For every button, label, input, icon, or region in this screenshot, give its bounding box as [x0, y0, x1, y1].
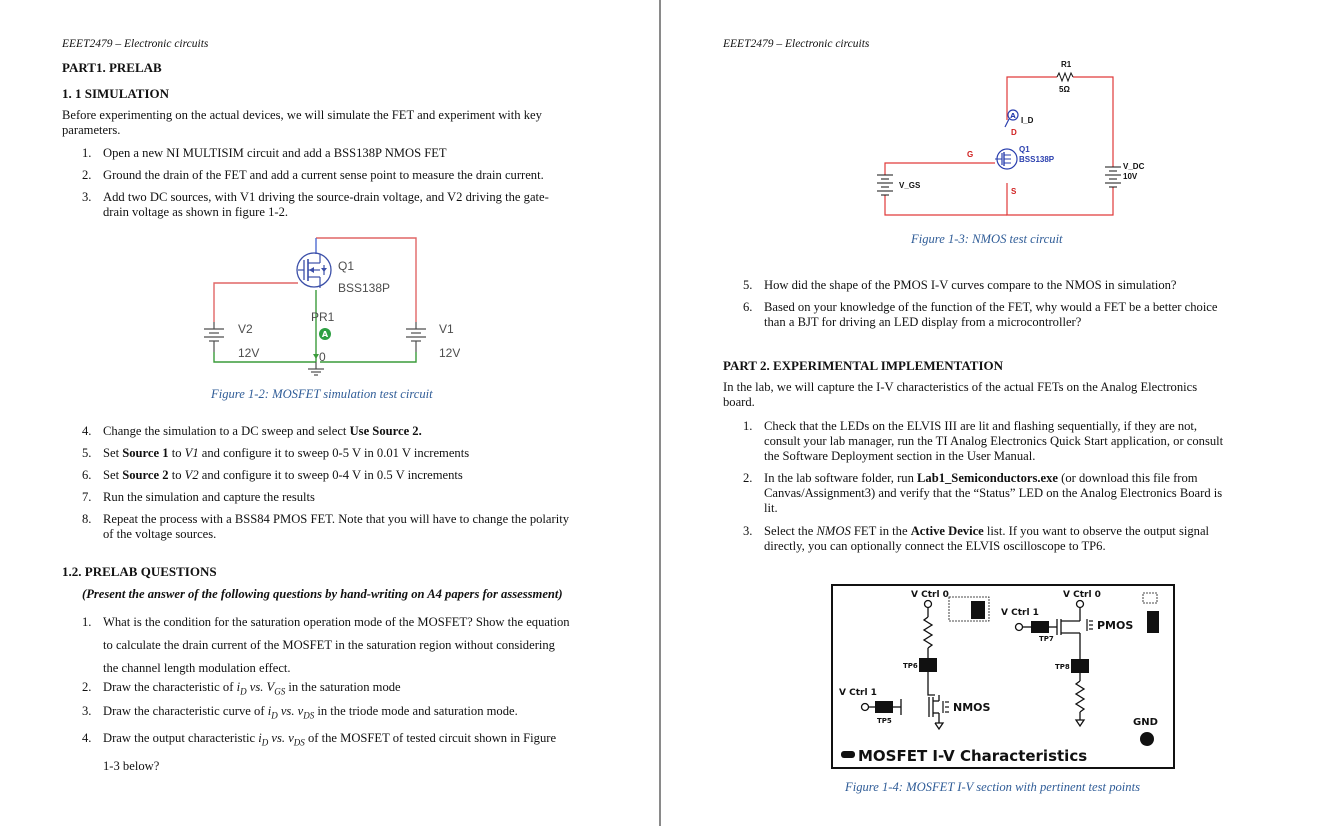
list-number: 8.	[82, 512, 92, 526]
list-text-line: Canvas/Assignment3) and verify that the “Status” LED on the Analog Electronics Board is	[764, 486, 1223, 500]
list-text-line: What is the condition for the saturation operation mode of the MOSFET? Show the equation	[103, 615, 570, 629]
fig2-probe-label: PR1	[311, 310, 335, 324]
fig4-nmos: NMOS	[953, 701, 991, 714]
list-text: How did the shape of the PMOS I-V curves compare to the NMOS in simulation?	[764, 278, 1177, 292]
math-subscript: DS	[293, 737, 305, 748]
text-run: Select the	[764, 524, 817, 538]
math-symbol: i	[258, 731, 262, 745]
list-number: 3.	[743, 524, 753, 538]
list-text-line: of the voltage sources.	[103, 527, 217, 541]
fig4-gnd: GND	[1133, 717, 1158, 728]
tp6-pad	[919, 658, 937, 672]
math-subscript: D	[240, 686, 247, 697]
list-text: Run the simulation and capture the results	[103, 490, 315, 504]
probe-lead	[1005, 119, 1009, 127]
list-text	[764, 524, 1209, 554]
fig3-drain-label: D	[1011, 128, 1017, 137]
list-number: 2.	[82, 168, 92, 182]
fig4-tp8: TP8	[1055, 663, 1070, 671]
chip-icon	[971, 601, 985, 619]
list-text-line: lit.	[764, 501, 778, 515]
list-text-line: the channel length modulation effect.	[103, 661, 291, 675]
text-run: Set	[103, 446, 123, 460]
gnd-terminal-icon	[1140, 732, 1154, 746]
figure-1-3-schematic	[871, 55, 1166, 225]
fig3-q-name: Q1	[1019, 145, 1030, 154]
fig2-v1-value: 12V	[439, 346, 460, 360]
fig2-ground-node: 0	[319, 350, 326, 364]
circuit-wires	[885, 77, 1113, 215]
list-number: 2.	[743, 471, 753, 485]
fig4-vctrl0-right: V Ctrl 0	[1063, 590, 1101, 600]
list-text	[103, 468, 463, 483]
fig3-vgs-label: V_GS	[899, 181, 921, 190]
fig2-v1-name: V1	[439, 322, 454, 336]
wire	[214, 283, 298, 322]
text-run: Change the simulation to a DC sweep and select	[103, 424, 350, 438]
fig4-tp7: TP7	[1039, 635, 1054, 643]
italic-text: NMOS	[816, 524, 851, 538]
bold-text: Lab1_Semiconductors.exe	[917, 471, 1058, 485]
part2-intro	[723, 380, 1197, 410]
fig3-probe-letter: A	[1010, 112, 1016, 120]
figure-1-4-caption: Figure 1-4: MOSFET I-V section with pertinent test points	[845, 780, 1140, 794]
fig3-gate-label: G	[967, 150, 974, 159]
tp8-pad	[1071, 659, 1089, 673]
left-page	[0, 0, 660, 826]
italic-text: V1	[184, 446, 199, 460]
resistor-icon	[1057, 73, 1073, 81]
vgs-battery-icon	[877, 175, 893, 195]
figure-1-3-caption: Figure 1-3: NMOS test circuit	[911, 232, 1063, 246]
fig3-r-value: 5Ω	[1059, 85, 1070, 94]
bold-text: Active Device	[910, 524, 984, 538]
list-number: 5.	[82, 446, 92, 460]
math-symbol: i	[236, 680, 241, 694]
list-text	[764, 300, 1218, 330]
tp7-pad	[1031, 621, 1049, 633]
list-text	[103, 424, 422, 439]
board-logo-icon	[841, 751, 855, 758]
list-text	[103, 446, 469, 461]
text-run: of the MOSFET of tested circuit shown in Figure	[304, 731, 557, 745]
fig2-v2-value: 12V	[238, 346, 260, 360]
fig4-pmos: PMOS	[1097, 619, 1134, 632]
list-text-line: consult your lab manager, run the TI Analog Electronics Quick Start application, or consult	[764, 434, 1224, 448]
list-number: 4.	[82, 731, 92, 745]
fig2-part-label: BSS138P	[338, 281, 391, 295]
bold-text: Source 2	[122, 468, 169, 482]
list-text	[103, 611, 570, 680]
list-number: 6.	[743, 300, 753, 314]
fig3-id-label: I_D	[1021, 116, 1034, 125]
prelab-questions-note: (Present the answer of the following questions by hand-writing on A4 papers for assessment)	[82, 587, 563, 601]
list-text-line: the Software Deployment section in the User Manual.	[764, 449, 1036, 463]
list-text-line: 1-3 below?	[103, 758, 160, 773]
vdc-battery-icon	[1105, 167, 1121, 187]
text-run: Draw the characteristic curve of	[103, 704, 268, 718]
fig2-probe-letter: A	[321, 330, 329, 339]
list-text-line: directly, you can optionally connect the ELVIS oscilloscope to TP6.	[764, 539, 1106, 553]
text-run: and configure it to sweep 0-5 V in 0.01 V increments	[198, 446, 470, 460]
list-number: 1.	[743, 419, 753, 433]
math-symbol: i	[267, 704, 272, 718]
italic-text: V2	[184, 468, 199, 482]
list-text-line: to calculate the drain current of the MOSFET in the saturation region without considering	[103, 638, 555, 652]
math-subscript: D	[271, 710, 278, 721]
fig4-vctrl1-right: V Ctrl 1	[1001, 608, 1039, 618]
list-number: 6.	[82, 468, 92, 482]
fig3-r-name: R1	[1061, 60, 1072, 69]
list-text-line: than a BJT for driving an LED display from a microcontroller?	[764, 315, 1082, 329]
v2-battery-icon	[204, 322, 224, 352]
list-number: 1.	[82, 146, 92, 160]
fig3-vdc-value: 10V	[1123, 172, 1138, 181]
fig4-vctrl0-left: V Ctrl 0	[911, 590, 949, 600]
text-run: Draw the characteristic of	[103, 680, 237, 694]
mosfet-symbol	[995, 149, 1017, 169]
list-text-line: Based on your knowledge of the function of the FET, why would a FET be a better choice	[764, 300, 1218, 314]
math-symbol: vs. V	[246, 680, 275, 694]
list-text-line: Check that the LEDs on the ELVIS III are lit and flashing sequentially, if they are not,	[764, 419, 1198, 433]
bold-text: Use Source 2.	[349, 424, 422, 438]
fig4-tp5: TP5	[877, 717, 892, 725]
list-number: 2.	[82, 680, 92, 694]
list-number: 4.	[82, 424, 92, 438]
fig4-title: MOSFET I-V Characteristics	[858, 747, 1088, 765]
part2-title: PART 2. EXPERIMENTAL IMPLEMENTATION	[723, 358, 1004, 373]
chip-icon	[1147, 611, 1159, 633]
text-run: in the triode mode and saturation mode.	[314, 704, 518, 718]
list-number: 1.	[82, 615, 92, 629]
list-number: 7.	[82, 490, 92, 504]
fig2-q-label: Q1	[338, 259, 355, 273]
list-number: 3.	[82, 190, 92, 204]
list-text	[764, 471, 1222, 516]
list-number: 3.	[82, 704, 92, 718]
text-run: In the lab software folder, run	[764, 471, 918, 485]
text-run: (or download this file from	[1058, 471, 1198, 485]
fig2-v2-name: V2	[238, 322, 253, 336]
text-run: list. If you want to observe the output signal	[983, 524, 1210, 538]
list-text-line: Repeat the process with a BSS84 PMOS FET. Note that you will have to change the polarity	[103, 512, 570, 526]
paragraph-line: board.	[723, 395, 755, 409]
list-text	[103, 512, 569, 542]
text-run: FET in the	[850, 524, 911, 538]
right-page	[661, 0, 1321, 826]
prelab-questions-title: 1.2. PRELAB QUESTIONS	[62, 564, 217, 579]
list-text	[103, 704, 518, 724]
wire	[320, 352, 416, 362]
mosfet-symbol	[297, 253, 331, 288]
list-text	[764, 419, 1223, 464]
list-text-line: Add two DC sources, with V1 driving the source-drain voltage, and V2 driving the gate-	[103, 190, 549, 204]
text-run: Draw the output characteristic	[103, 731, 259, 745]
left-page-header: EEET2479 – Electronic circuits	[62, 38, 209, 50]
figure-1-2-schematic	[180, 228, 460, 388]
math-subscript: GS	[274, 686, 286, 697]
list-text: Open a new NI MULTISIM circuit and add a BSS138P NMOS FET	[103, 146, 447, 160]
list-text	[103, 190, 549, 220]
tp5-pad	[875, 701, 893, 713]
list-number: 5.	[743, 278, 753, 292]
paragraph-line: In the lab, we will capture the I-V characteristics of the actual FETs on the Analog Electronics	[723, 380, 1198, 394]
fig4-vctrl1-left: V Ctrl 1	[839, 688, 877, 698]
wire	[214, 352, 316, 362]
right-page-header: EEET2479 – Electronic circuits	[723, 38, 870, 50]
text-run: and configure it to sweep 0-4 V in 0.5 V increments	[198, 468, 463, 482]
list-text	[103, 680, 401, 700]
bold-text: Source 1	[122, 446, 169, 460]
part1-title: PART1. PRELAB	[62, 60, 162, 75]
fig3-vdc-label: V_DC	[1123, 162, 1145, 171]
math-subscript: D	[261, 737, 269, 748]
list-text	[103, 727, 556, 778]
fig3-source-label: S	[1011, 187, 1017, 196]
fig3-q-part: BSS138P	[1019, 155, 1055, 164]
text-run: in the saturation mode	[285, 680, 401, 694]
list-text-line: drain voltage as shown in figure 1-2.	[103, 205, 289, 219]
v1-battery-icon	[406, 322, 426, 352]
text-run: to	[168, 446, 185, 460]
simulation-intro: Before experimenting on the actual devices, we will simulate the FET and experiment with key parameters.	[62, 108, 542, 137]
math-symbol: vs. v	[268, 731, 294, 745]
fig4-tp6: TP6	[903, 662, 918, 670]
text-run: Set	[103, 468, 123, 482]
list-text: Ground the drain of the FET and add a current sense point to measure the drain current.	[103, 168, 544, 182]
math-symbol: vs. v	[277, 704, 304, 718]
math-subscript: DS	[303, 710, 315, 721]
figure-1-2-caption: Figure 1-2: MOSFET simulation test circuit	[211, 387, 433, 401]
simulation-section-title: 1. 1 SIMULATION	[62, 86, 170, 101]
figure-1-4-board	[831, 583, 1177, 771]
text-run: to	[168, 468, 185, 482]
